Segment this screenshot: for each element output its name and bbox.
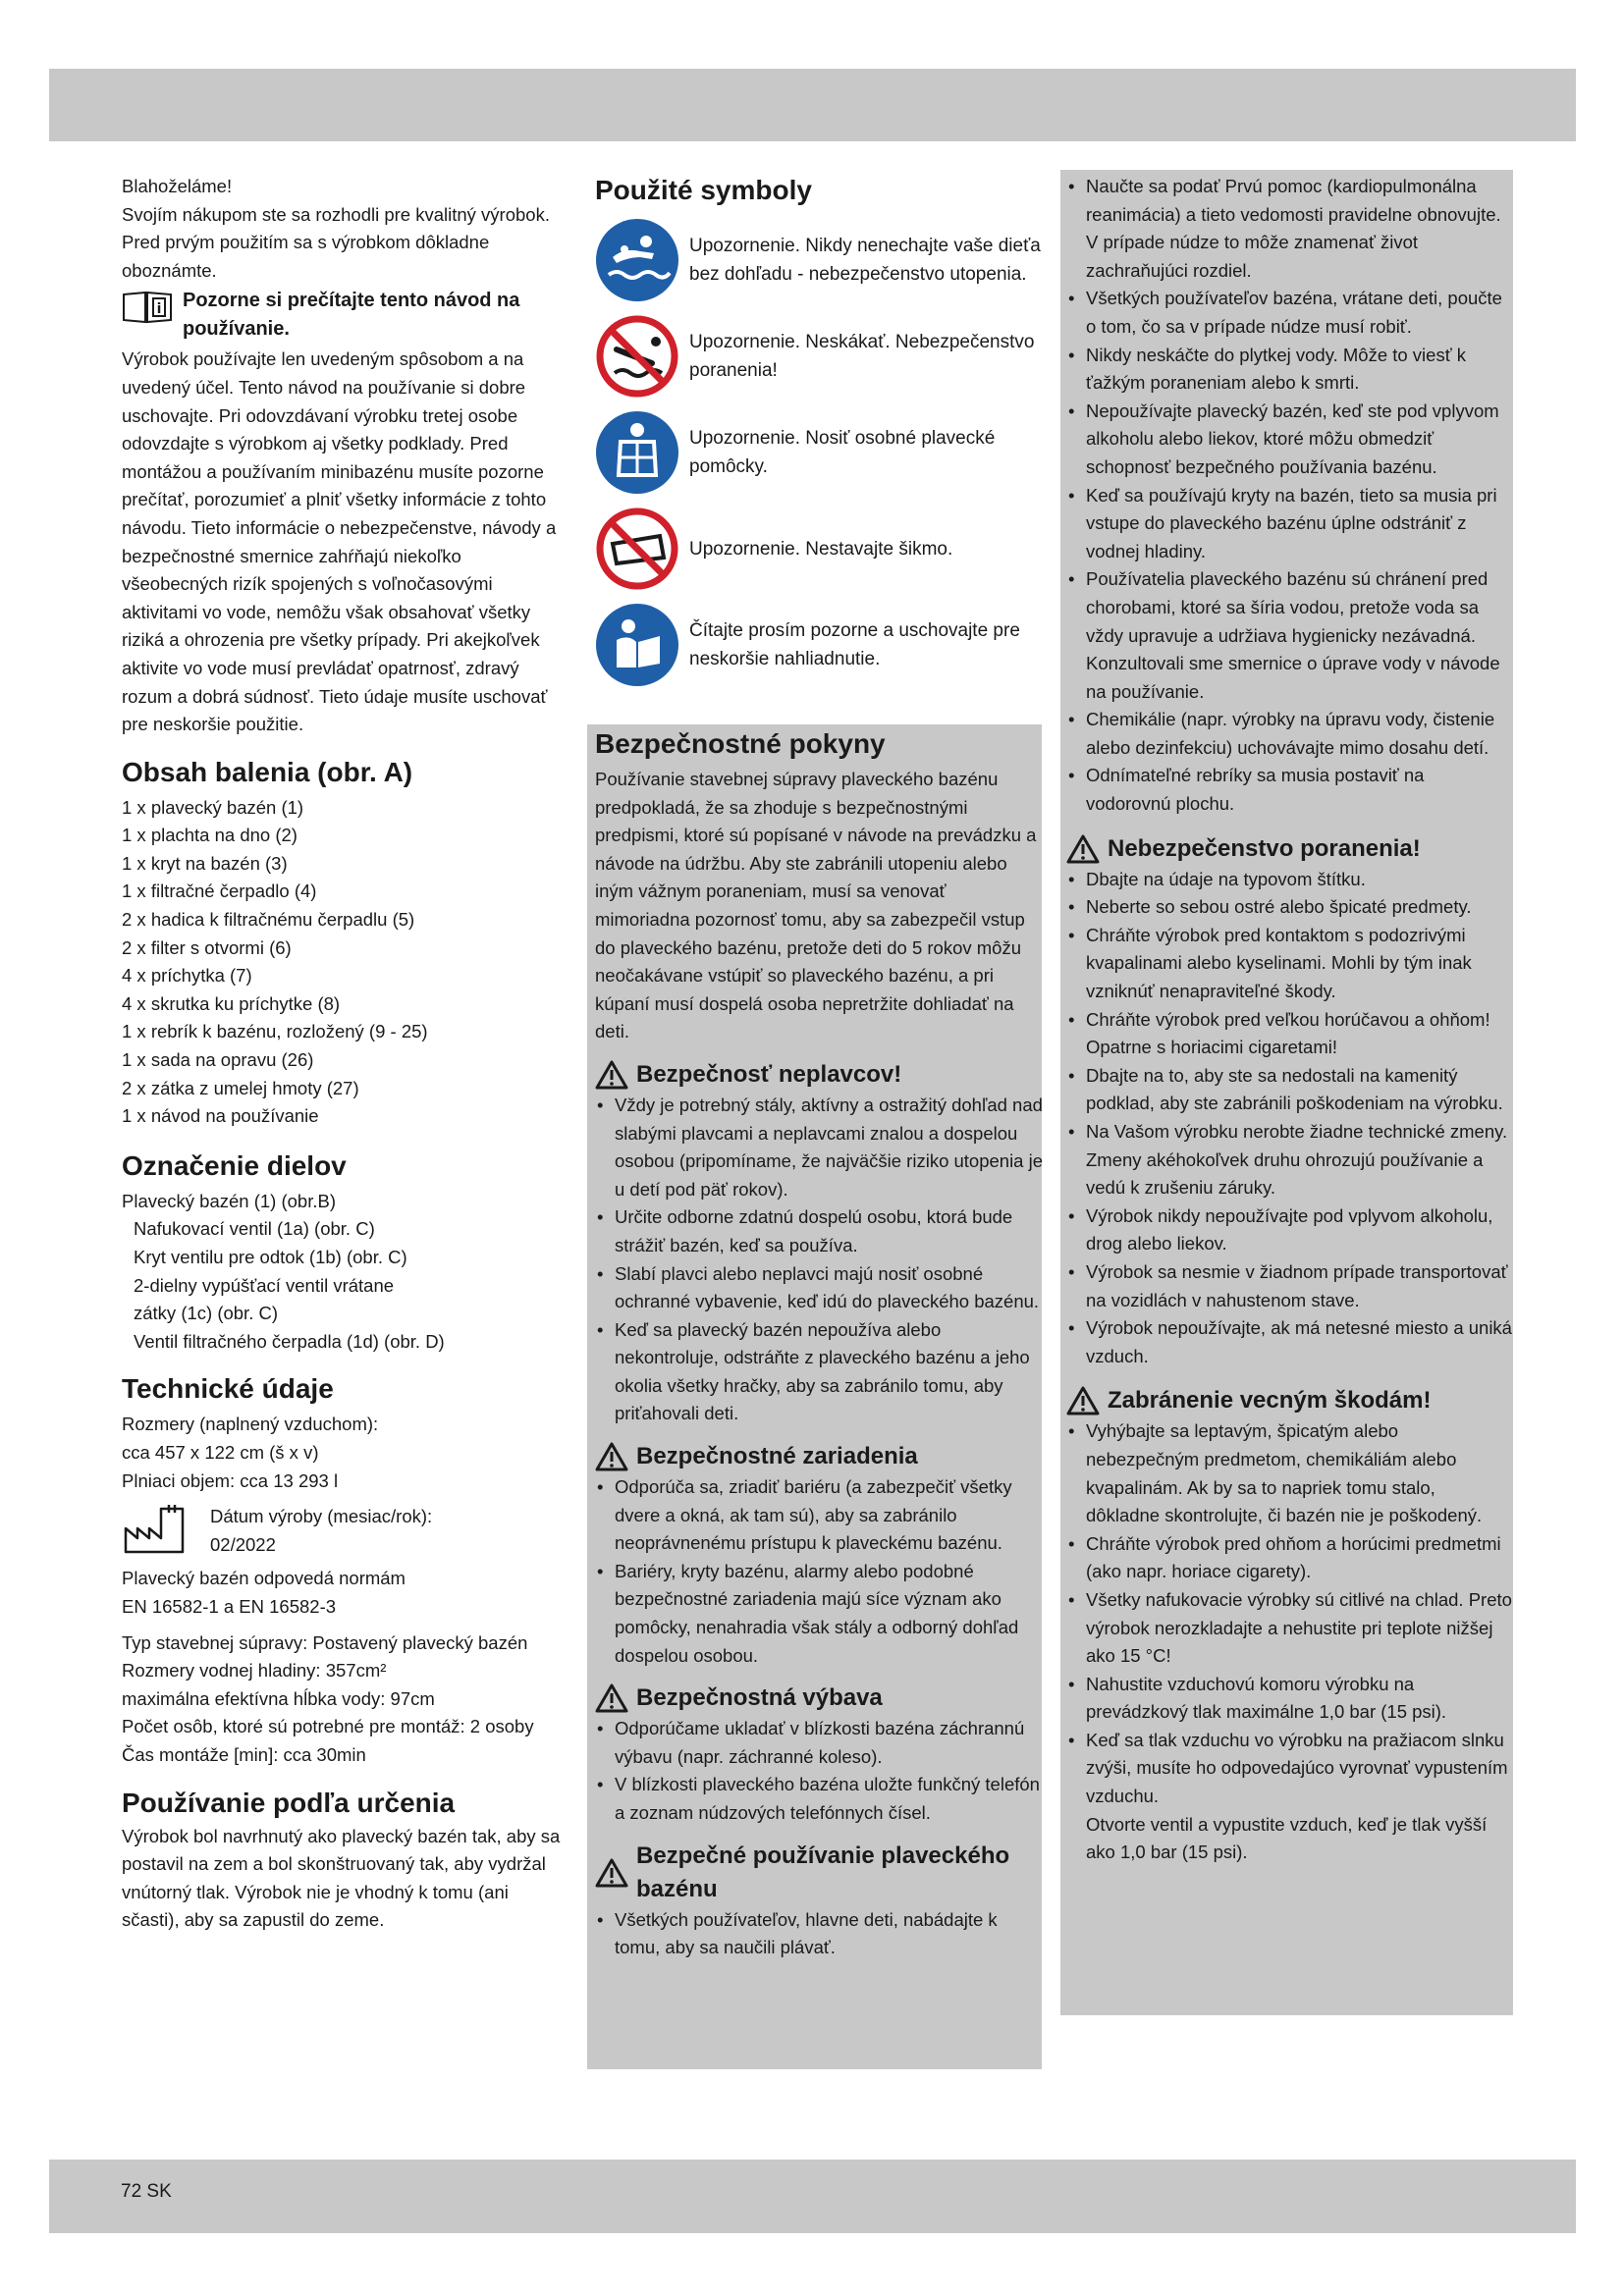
bullet-item: • Nahustite vzduchovú komoru výrobku na prevádzkový tlak maximálne 1,0 bar (15 psi). xyxy=(1066,1671,1513,1727)
obsah-item: 1 x návod na používanie xyxy=(122,1105,319,1127)
safety-section-title: Bezpečnostné zariadenia xyxy=(636,1443,918,1470)
symbol-text: Čítajte prosím pozorne a uschovajte pre neskoršie nahliadnutie. xyxy=(689,620,1020,669)
obsah-item: 1 x plachta na dno (2) xyxy=(122,825,298,846)
injury-heading xyxy=(1066,832,1513,866)
oznacenie-item: Kryt ventilu pre odtok (1b) (obr. C) xyxy=(134,1247,407,1267)
obsah-item: 1 x filtračné čerpadlo (4) xyxy=(122,881,317,902)
bullet-item: • Vyhýbajte sa leptavým, špicatým alebo nebezpečným predmetom, chemikáliám alebo kvapalinám. Ak by sa to napriek tomu stalo, dôkladne skontrolujte, či bazén nie je poškodený. xyxy=(1066,1417,1513,1529)
bullet-item: • Vždy je potrebný stály, aktívny a ostražitý dohľad nad slabými plavcami a neplavcami znalou a dospelou osobou (pripomíname, že najväčšie riziko utopenia je u detí pod päť rokov). xyxy=(595,1092,1043,1203)
symbol-text: Upozornenie. Neskákať. Nebezpečenstvo poranenia! xyxy=(689,332,1035,381)
no-slope-icon xyxy=(595,507,679,591)
technicke-list-c xyxy=(122,1629,564,1770)
obsah-item: 2 x hadica k filtračnému čerpadlu (5) xyxy=(122,909,415,931)
technicke-line: Plniaci objem: cca 13 293 l xyxy=(122,1469,339,1491)
bullet-item: • Naučte sa podať Prvú pomoc (kardiopulmonálna reanimácia) a tieto vedomosti pravidelne obnovujte. V prípade núdze to môže znamenať život zachraňujúci rozdiel. xyxy=(1066,173,1513,285)
bullet-item: • Chemikálie (napr. výrobky na úpravu vody, čistenie alebo dezinfekciu) uchovávajte mimo dosahu detí. xyxy=(1066,706,1513,762)
warning-icon xyxy=(595,1858,628,1888)
bullet-item: • Chráňte výrobok pred kontaktom s podozrivými kvapalinami alebo kyselinami. Mohli by tým inak vzniknúť nenapraviteľné škody. xyxy=(1066,922,1513,1006)
safety-section-list xyxy=(595,1715,1043,1827)
safety-section-title: Bezpečnostná výbava xyxy=(636,1684,883,1712)
bezpecnostne-sections xyxy=(595,1058,1043,1962)
bullet-item: • Na Vašom výrobku nerobte žiadne technické zmeny. Zmeny akéhokoľvek druhu ohrozujú používanie a vedú k zrušeniu záruky. xyxy=(1066,1118,1513,1202)
safety-section-heading xyxy=(595,1058,1043,1092)
bullet-item: • Odnímateľné rebríky sa musia postaviť na vodorovnú plochu. xyxy=(1066,762,1513,818)
intro-line: Blahoželáme! xyxy=(122,176,233,196)
header-bar xyxy=(49,69,1576,141)
bezpecnostne-body: Používanie stavebnej súpravy plaveckého bazénu predpokladá, že sa zhoduje s bezpečnostnými predpismi, ktoré sú popísané v návode na prevádzku a návode na údržbu. Aby ste zabránili utopeniu alebo iným vážnym poraneniam, musí sa venovať mimoriadna pozornosť tomu, aby sa zabezpečil vstup do plaveckého bazénu, pretože deti do 5 rokov môžu neočakávane vstúpiť so plaveckého bazénu, a pri kúpaní musí dospelá osoba nepretržite dohliadať na deti. xyxy=(595,769,1037,1042)
damage-list xyxy=(1066,1417,1513,1810)
obsah-item: 2 x filter s otvormi (6) xyxy=(122,936,292,958)
damage-tail: Otvorte ventil a vypustite vzduch, keď je tlak vyšší ako 1,0 bar (15 psi). xyxy=(1086,1813,1488,1863)
obsah-item: 1 x kryt na bazén (3) xyxy=(122,852,288,874)
obsah-item: 1 x rebrík k bazénu, rozložený (9 - 25) xyxy=(122,1021,428,1042)
obsah-item: 1 x sada na opravu (26) xyxy=(122,1049,314,1071)
damage-heading xyxy=(1066,1384,1513,1417)
safety-section-list xyxy=(595,1473,1043,1670)
footer-bar xyxy=(49,2160,1576,2233)
symbol-text: Upozornenie. Nosiť osobné plavecké pomôcky. xyxy=(689,428,996,477)
svg-text:i: i xyxy=(156,301,162,318)
symbol-text: Upozornenie. Nestavajte šikmo. xyxy=(689,538,953,560)
oznacenie-item: 2-dielny vypúšťací ventil vrátane xyxy=(134,1274,395,1296)
oznacenie-list xyxy=(122,1188,564,1357)
symbol-row xyxy=(595,603,1043,687)
technicke-line: maximálna efektívna hĺbka vody: 97cm xyxy=(122,1687,435,1709)
safety-section-title: Bezpečné používanie plaveckého bazénu xyxy=(636,1842,1010,1902)
bullet-item: • Keď sa používajú kryty na bazén, tieto sa musia pri vstupe do plaveckého bazénu úplne odstrániť z vodnej hladiny. xyxy=(1066,482,1513,566)
oznacenie-item: Plavecký bazén (1) (obr.B) xyxy=(122,1190,336,1211)
obsah-item: 4 x príchytka (7) xyxy=(122,965,252,987)
oznacenie-item: Nafukovací ventil (1a) (obr. C) xyxy=(134,1218,375,1240)
safety-section-list xyxy=(595,1092,1043,1428)
obsah-list xyxy=(122,794,564,1131)
safety-section-title: Bezpečnosť neplavcov! xyxy=(636,1060,902,1088)
page-number: 72 SK xyxy=(121,2181,172,2202)
bullet-item: • Výrobok nikdy nepoužívajte pod vplyvom alkoholu, drog alebo liekov. xyxy=(1066,1202,1513,1258)
manufacture-date-icon xyxy=(122,1503,190,1556)
warning-icon xyxy=(595,1683,628,1713)
technicke-line: Čas montáže [min]: cca 30min xyxy=(122,1743,366,1765)
warning-icon xyxy=(1066,1386,1100,1415)
technicke-line: Rozmery (naplnený vzduchom): xyxy=(122,1414,379,1435)
bullet-item: • Chráňte výrobok pred veľkou horúčavou a ohňom! Opatrne s horiacimi cigaretami! xyxy=(1066,1006,1513,1062)
technicke-line: EN 16582-1 a EN 16582-3 xyxy=(122,1595,337,1617)
datum-value: 02/2022 xyxy=(210,1533,276,1555)
technicke-line: cca 457 x 122 cm (š x v) xyxy=(122,1441,319,1463)
symbol-row xyxy=(595,218,1043,302)
bullet-item: • Odporúča sa, zriadiť bariéru (a zabezpečiť všetky dvere a okná, ak tam sú), aby sa zabránilo neoprávnenému prístupu k plaveckému bazénu. xyxy=(595,1473,1043,1558)
safety-section-list xyxy=(595,1906,1043,1962)
bullet-item: • Určite odborne zdatnú dospelú osobu, ktorá bude strážiť bazén, keď sa používa. xyxy=(595,1203,1043,1259)
technicke-list-b xyxy=(122,1565,564,1621)
open-book-icon xyxy=(122,289,173,324)
obsah-item: 4 x skrutka ku príchytke (8) xyxy=(122,992,341,1014)
bullet-item: • Nepoužívajte plavecký bazén, keď ste pod vplyvom alkoholu alebo liekov, ktoré môžu obmedziť schopnosť bezpečného používania bazénu. xyxy=(1066,398,1513,482)
bullet-item: • Neberte so sebou ostré alebo špicaté predmety. xyxy=(1066,893,1513,922)
bullet-item: • Slabí plavci alebo neplavci majú nosiť osobné ochranné vybavenie, keď idú do plaveckého bazénu. xyxy=(595,1260,1043,1316)
bullet-item: • Používatelia plaveckého bazénu sú chránení pred chorobami, ktoré sa šíria vodou, pretože voda sa vždy upravuje a udržiava hygienicky nezávadná. Konzultovali sme smernice o úprave vody v návode na používanie. xyxy=(1066,565,1513,706)
pouzivanie-title: Používanie podľa určenia xyxy=(122,1787,456,1818)
bullet-item: • Chráňte výrobok pred ohňom a horúcimi predmetmi (ako napr. horiace cigarety). xyxy=(1066,1530,1513,1586)
technicke-list-a xyxy=(122,1411,564,1495)
technicke-line: Rozmery vodnej hladiny: 357cm² xyxy=(122,1660,387,1682)
obsah-item: 2 x zátka z umelej hmoty (27) xyxy=(122,1077,359,1098)
obsah-item: 1 x plavecký bazén (1) xyxy=(122,796,304,818)
oznacenie-item: Ventil filtračného čerpadla (1d) (obr. D) xyxy=(134,1330,445,1352)
injury-title: Nebezpečenstvo poranenia! xyxy=(1108,834,1421,862)
technicke-line: Typ stavebnej súpravy: Postavený plavecký bazén xyxy=(122,1631,528,1653)
technicke-line: Počet osôb, ktoré sú potrebné pre montáž: 2 osoby xyxy=(122,1716,534,1737)
bullet-item: • Všetkých používateľov, hlavne deti, nabádajte k tomu, aby sa naučili plávať. xyxy=(595,1906,1043,1962)
read-manual-icon xyxy=(595,603,679,687)
bullet-item: • Všetky nafukovacie výrobky sú citlivé na chlad. Preto výrobok nerozkladajte a nehustite pri teplote nižšej ako 15 °C! xyxy=(1066,1586,1513,1671)
column-left xyxy=(122,173,564,1935)
safety-section-heading xyxy=(595,1840,1043,1906)
technicke-title: Technické údaje xyxy=(122,1373,334,1405)
intro-line: Svojím nákupom ste sa rozhodli pre kvalitný výrobok. Pred prvým použitím sa s výrobkom dôkladne oboznámte. xyxy=(122,203,550,281)
symbol-row xyxy=(595,410,1043,495)
no-diving-icon xyxy=(595,314,679,399)
bullet-item: • Výrobok nepoužívajte, ak má netesné miesto a uniká vzduch. xyxy=(1066,1314,1513,1370)
bullet-item: • Keď sa tlak vzduchu vo výrobku na pražiacom slnku zvýši, musíte ho odpovedajúco vyrovnať vypustením vzduchu. xyxy=(1066,1727,1513,1811)
pouzivanie-body: Výrobok bol navrhnutý ako plavecký bazén tak, aby sa postavil na zem a bol skonštruovaný tak, aby vydržal vnútorný tlak. Výrobok nie je vhodný k tomu (ani sčasti), aby sa zapustil do zeme. xyxy=(122,1825,561,1931)
bullet-item: • Odporúčame ukladať v blízkosti bazéna záchrannú výbavu (napr. záchranné koleso). xyxy=(595,1715,1043,1771)
warning-icon xyxy=(595,1060,628,1090)
symboly-title: Použité symboly xyxy=(595,175,812,205)
datum-vyroby xyxy=(122,1503,564,1559)
read-manual-text: Pozorne si prečítajte tento návod na používanie. xyxy=(183,290,520,341)
obsah-title: Obsah balenia (obr. A) xyxy=(122,756,413,787)
safety-section-heading xyxy=(595,1440,1043,1473)
bullet-item: • Dbajte na to, aby ste sa nedostali na kamenitý podklad, aby ste zabránili poškodeniam na výrobku. xyxy=(1066,1062,1513,1118)
bullet-item: • Dbajte na údaje na typovom štítku. xyxy=(1066,866,1513,894)
read-manual-note xyxy=(122,287,564,344)
symbol-row xyxy=(595,507,1043,591)
damage-title: Zabránenie vecným škodám! xyxy=(1108,1387,1432,1415)
datum-label: Dátum výroby (mesiac/rok): xyxy=(210,1506,433,1527)
bullet-item: • Bariéry, kryty bazénu, alarmy alebo podobné bezpečnostné zariadenia majú síce význam ako pomôcky, nenahradia však stály a odborný dohľad dospelou osobou. xyxy=(595,1558,1043,1670)
column-right xyxy=(1066,173,1513,1867)
warning-icon xyxy=(1066,834,1100,864)
bullet-item: • Výrobok sa nesmie v žiadnom prípade transportovať na vozidlách v nahustenom stave. xyxy=(1066,1258,1513,1314)
injury-list xyxy=(1066,866,1513,1371)
bullet-item: • Keď sa plavecký bazén nepoužíva alebo nekontroluje, odstráňte z plaveckého bazénu a jeho okolia všetky hračky, aby sa zabránilo tomu, aby priťahovali deti. xyxy=(595,1316,1043,1428)
bullet-item: • Nikdy neskáčte do plytkej vody. Môže to viesť k ťažkým poraneniam alebo k smrti. xyxy=(1066,342,1513,398)
intro-body: Výrobok používajte len uvedeným spôsobom a na uvedený účel. Tento návod na používanie si dobre uschovajte. Pri odovzdávaní výrobku tretej osobe odovzdajte s výrobkom aj všetky podklady. Pred montážou a používaním minibazénu musíte pozorne prečítať, porozumieť a plniť všetky informácie z tohto návodu. Tieto informácie o nebezpečenstve, návody a bezpečnostné smernice zahŕňajú niekoľko všeobecných rizík spojených s voľnočasovými aktivitami vo vode, nemôžu však obsahovať všetky riziká a ohrozenia pre všetky prípady. Pri akejkoľvek aktivite vo vode musí prevládať opatrnosť, zdravý rozum a dobrá súdnosť. Tieto údaje musíte uschovať pre neskoršie použitie. xyxy=(122,348,557,735)
life-vest-icon xyxy=(595,410,679,495)
symbol-text: Upozornenie. Nikdy nenechajte vaše dieťa bez dohľadu - nebezpečenstvo utopenia. xyxy=(689,236,1041,285)
safety-list xyxy=(1066,173,1513,819)
bezpecnostne-title: Bezpečnostné pokyny xyxy=(595,728,886,759)
oznacenie-item: zátky (1c) (obr. C) xyxy=(134,1303,278,1324)
technicke-line: Plavecký bazén odpovedá normám xyxy=(122,1568,406,1589)
bullet-item: • V blízkosti plaveckého bazéna uložte funkčný telefón a zoznam núdzových telefónnych čísel. xyxy=(595,1771,1043,1827)
column-middle xyxy=(595,173,1043,1962)
child-supervision-icon xyxy=(595,218,679,302)
warning-icon xyxy=(595,1442,628,1471)
bullet-item: • Všetkých používateľov bazéna, vrátane deti, poučte o tom, čo sa v prípade núdze musí robiť. xyxy=(1066,285,1513,341)
symbol-row xyxy=(595,314,1043,399)
safety-section-heading xyxy=(595,1682,1043,1715)
oznacenie-title: Označenie dielov xyxy=(122,1149,347,1181)
